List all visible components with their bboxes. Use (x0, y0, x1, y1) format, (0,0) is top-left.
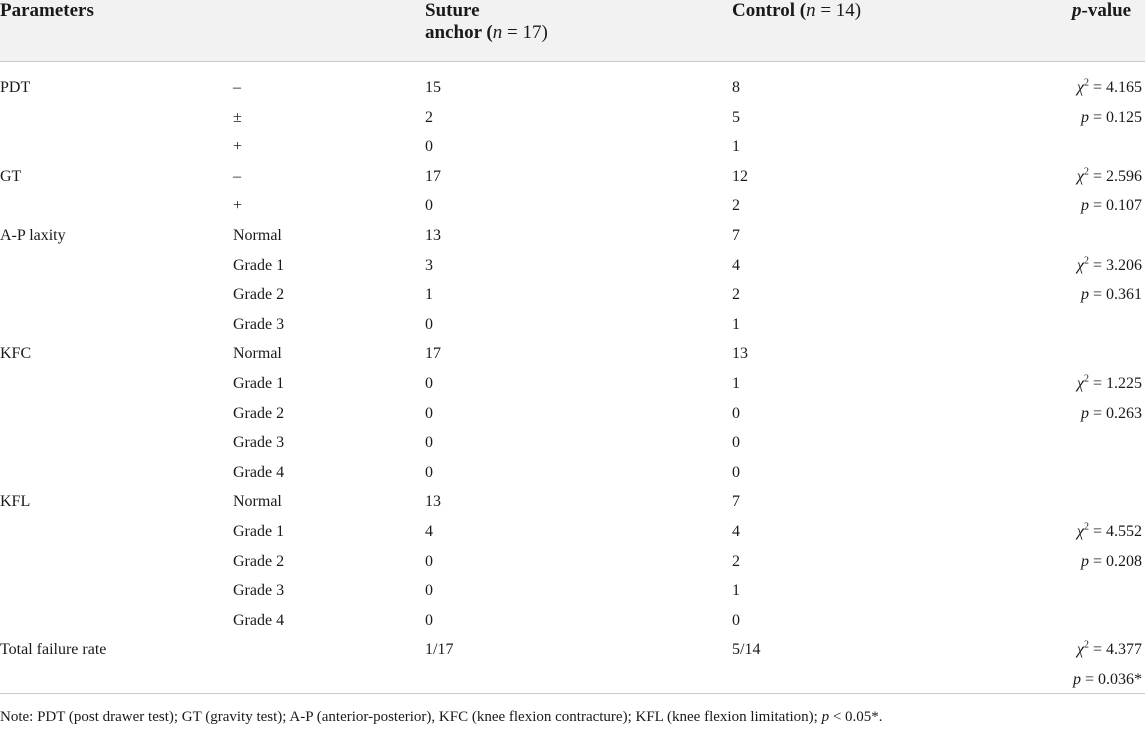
suture-cell: 3 (425, 257, 433, 274)
sub-cell: ± (233, 109, 242, 126)
param-cell: Total failure rate (0, 641, 107, 658)
p-value-cell: p = 0.036* (1072, 671, 1142, 688)
header-control: Control (n = 14) (732, 0, 862, 21)
header-parameters: Parameters (0, 0, 94, 21)
control-cell: 2 (732, 197, 740, 214)
param-cell: GT (0, 168, 22, 185)
suture-cell: 0 (425, 138, 433, 155)
p-value-cell: $\chi^2 = 1.225$ (1076, 373, 1142, 392)
control-cell: 5/14 (732, 641, 761, 658)
sub-cell: Grade 4 (233, 612, 285, 629)
sub-cell: Grade 1 (233, 375, 285, 392)
suture-cell: 17 (425, 345, 441, 362)
sub-cell: – (233, 168, 241, 185)
control-cell: 0 (732, 405, 740, 422)
table-header (0, 0, 1145, 62)
control-cell: 1 (732, 375, 740, 392)
suture-cell: 0 (425, 612, 433, 629)
p-value-cell: p = 0.361 (1080, 286, 1142, 303)
p-value-cell: $\chi^2 = 4.552$ (1076, 521, 1142, 540)
suture-cell: 0 (425, 197, 433, 214)
sub-cell: Grade 2 (233, 405, 285, 422)
suture-cell: 1 (425, 286, 433, 303)
sub-cell: Normal (233, 493, 282, 510)
control-cell: 5 (732, 109, 740, 126)
suture-cell: 0 (425, 553, 433, 570)
suture-cell: 0 (425, 434, 433, 451)
p-value-cell: $\chi^2 = 3.206$ (1076, 255, 1142, 274)
control-cell: 0 (732, 464, 740, 481)
sub-cell: Grade 2 (233, 553, 285, 570)
table-bottom-rule (0, 693, 1145, 694)
control-cell: 2 (732, 286, 740, 303)
param-cell: PDT (0, 79, 31, 96)
sub-cell: – (233, 79, 241, 96)
suture-cell: 17 (425, 168, 441, 185)
control-cell: 0 (732, 434, 740, 451)
sub-cell: + (233, 197, 243, 214)
suture-cell: 2 (425, 109, 433, 126)
suture-cell: 0 (425, 464, 433, 481)
suture-cell: 13 (425, 227, 441, 244)
suture-cell: 4 (425, 523, 433, 540)
sub-cell: Grade 3 (233, 434, 285, 451)
control-cell: 1 (732, 316, 740, 333)
control-cell: 4 (732, 257, 740, 274)
control-cell: 7 (732, 227, 740, 244)
p-value-cell: p = 0.263 (1080, 405, 1142, 422)
sub-cell: Grade 1 (233, 257, 285, 274)
sub-cell: Grade 4 (233, 464, 285, 481)
sub-cell: Grade 1 (233, 523, 285, 540)
param-cell: KFC (0, 345, 32, 362)
control-cell: 4 (732, 523, 740, 540)
suture-cell: 0 (425, 582, 433, 599)
sub-cell: Grade 3 (233, 316, 285, 333)
control-cell: 13 (732, 345, 748, 362)
suture-cell: 1/17 (425, 641, 454, 658)
sub-cell: Normal (233, 345, 282, 362)
control-cell: 2 (732, 553, 740, 570)
control-cell: 7 (732, 493, 740, 510)
sub-cell: + (233, 138, 243, 155)
sub-cell: Grade 3 (233, 582, 285, 599)
suture-cell: 0 (425, 316, 433, 333)
suture-cell: 15 (425, 79, 441, 96)
p-value-cell: p = 0.208 (1080, 553, 1142, 570)
p-value-cell: $\chi^2 = 4.165$ (1076, 77, 1142, 96)
param-cell: A-P laxity (0, 227, 66, 244)
control-cell: 1 (732, 582, 740, 599)
suture-cell: 0 (425, 375, 433, 392)
suture-cell: 13 (425, 493, 441, 510)
p-value-cell: p = 0.125 (1080, 109, 1142, 126)
control-cell: 12 (732, 168, 748, 185)
header-p-value: p-value (1072, 0, 1132, 21)
control-cell: 8 (732, 79, 740, 96)
param-cell: KFL (0, 493, 31, 510)
table-note: Note: PDT (post drawer test); GT (gravity test); A-P (anterior-posterior), KFC (knee flexion contracture); KFL (knee flexion limitation); p < 0.05*. (0, 709, 883, 725)
p-value-cell: $\chi^2 = 2.596$ (1076, 166, 1142, 185)
p-value-cell: p = 0.107 (1080, 197, 1142, 214)
sub-cell: Normal (233, 227, 282, 244)
p-value-cell: $\chi^2 = 4.377$ (1076, 639, 1142, 658)
sub-cell: Grade 2 (233, 286, 285, 303)
suture-cell: 0 (425, 405, 433, 422)
control-cell: 0 (732, 612, 740, 629)
header-suture-anchor: Suture anchor (n = 17) (425, 0, 548, 43)
control-cell: 1 (732, 138, 740, 155)
